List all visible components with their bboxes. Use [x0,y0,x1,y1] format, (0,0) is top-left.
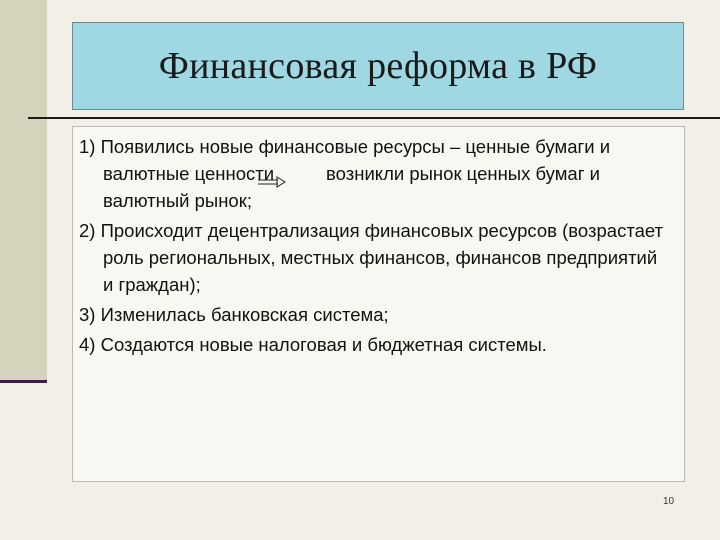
list-item-1-part-b: возникли рынок ценных бумаг и валютный рынок; [103,163,600,211]
left-band-lower [0,383,47,540]
list-item-1 [79,133,666,214]
slide-title: Финансовая реформа в РФ [158,45,598,87]
title-rule [28,117,720,119]
list-item-3: 3) Изменилась банковская система; [79,304,389,325]
list-item-2: 2) Происходит децентрализация финансовых ресурсов (возрастает роль региональных, местных финансов, финансов предприятий и граждан); [79,220,664,295]
page-number: 10 [663,496,675,507]
band-rule [0,380,47,383]
title-box [72,22,684,110]
right-arrow-icon [282,168,310,180]
content-box [72,126,685,482]
list-item-1-part-a: 1) Появились новые финансовые ресурсы – ценные бумаги и валютные ценности [79,136,611,184]
list-item-4: 4) Создаются новые налоговая и бюджетная системы. [79,334,547,355]
